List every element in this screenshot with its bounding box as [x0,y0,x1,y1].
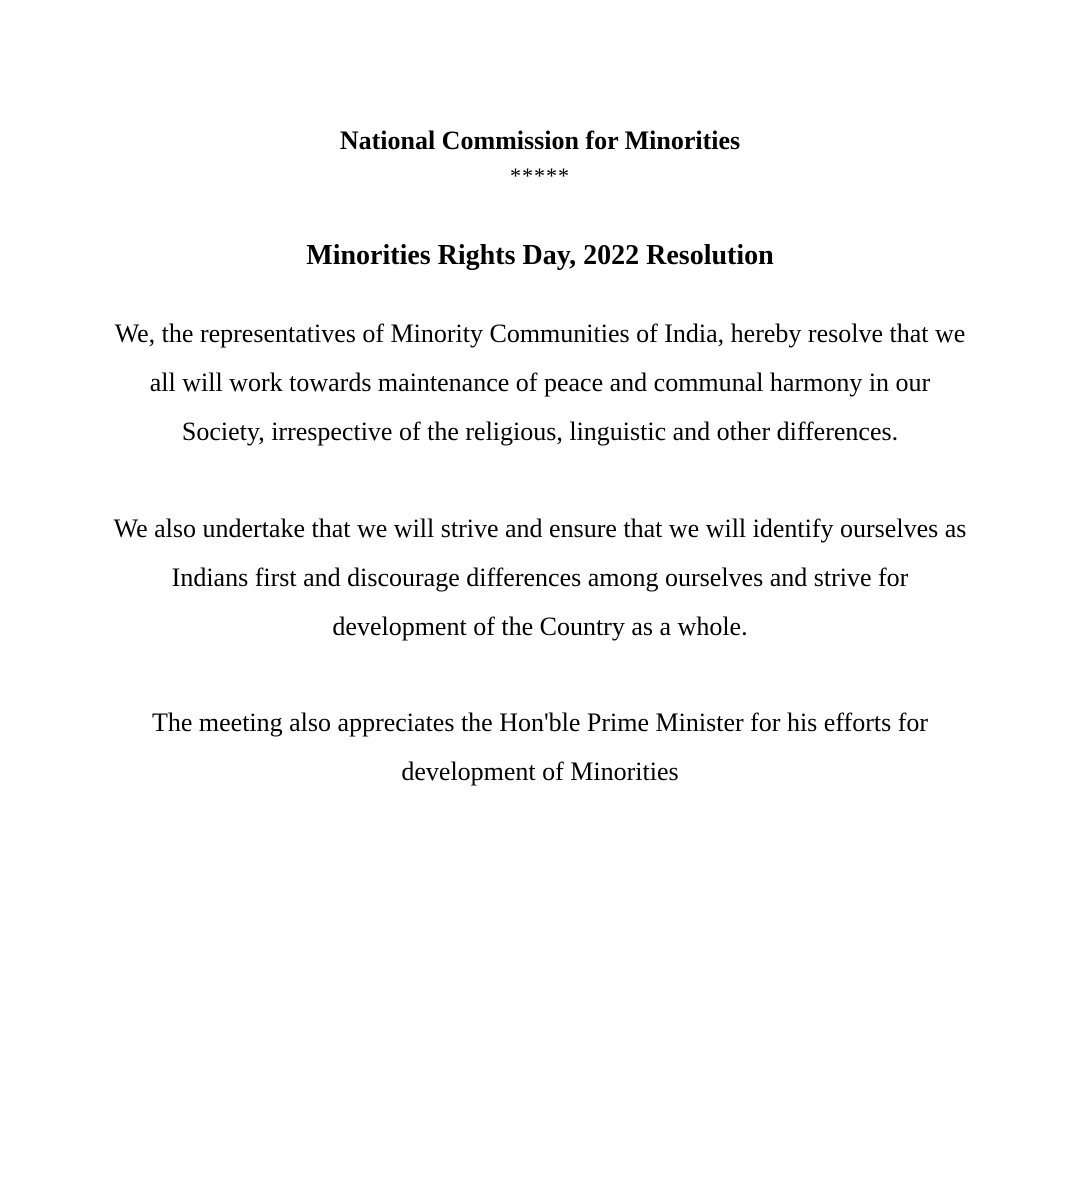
resolution-paragraph-1 [70,309,1010,456]
paragraph-line: all will work towards maintenance of peace and communal harmony in our [149,368,931,397]
asterisk-separator: ***** [510,163,570,188]
paragraph-line: Society, irrespective of the religious, linguistic and other differences. [181,417,899,446]
paragraph-line: We also undertake that we will strive and ensure that we will identify ourselves as [113,514,967,543]
paragraph-line: We, the representatives of Minority Communities of India, hereby resolve that we [114,319,966,348]
paragraph-line: development of the Country as a whole. [332,612,748,641]
paragraph-line: The meeting also appreciates the Hon'ble Prime Minister for his efforts for [151,708,929,737]
resolution-paragraph-2 [70,504,1010,651]
resolution-paragraph-3 [70,698,1010,796]
organization-heading: National Commission for Minorities [339,126,741,155]
paragraph-line: development of Minorities [401,757,679,786]
paragraph-line: Indians first and discourage differences among ourselves and strive for [171,563,909,592]
document-title: Minorities Rights Day, 2022 Resolution [306,240,774,271]
